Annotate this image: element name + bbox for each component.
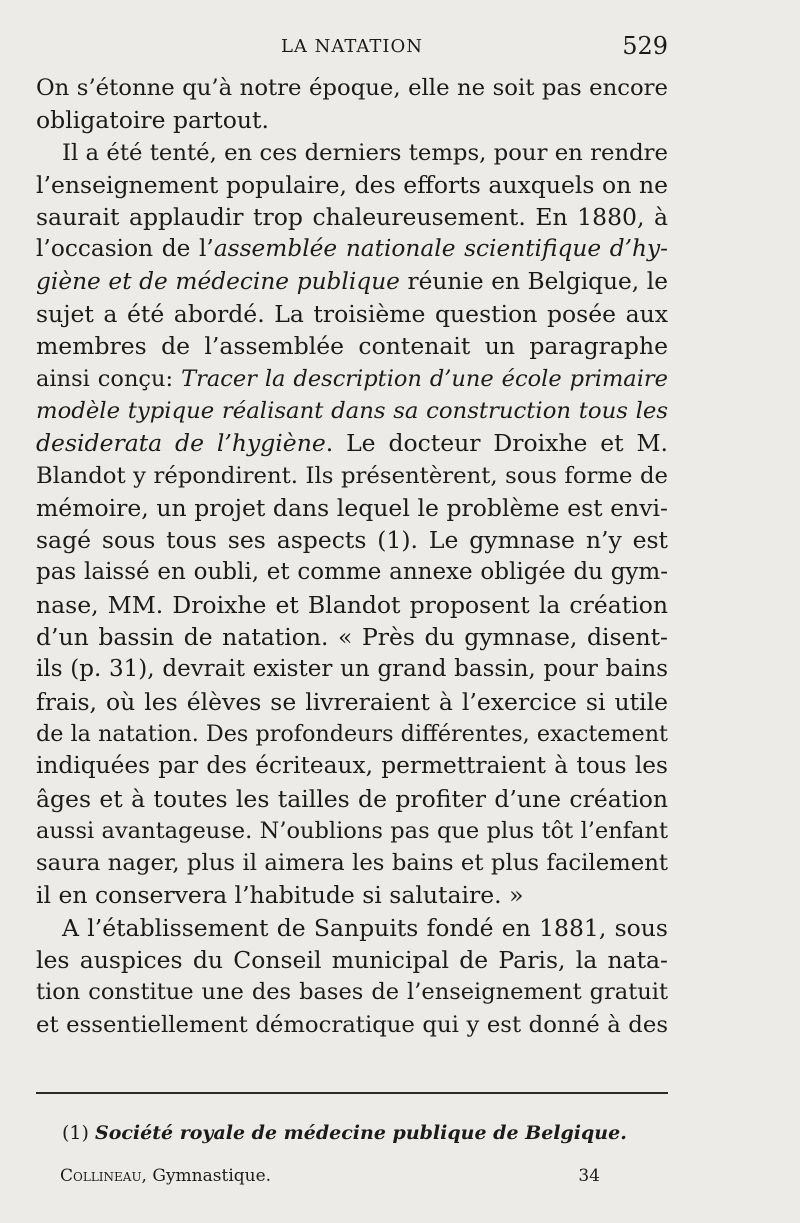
text-run: aussi avantageuse. N’oublions pas que plus tôt l’enfant: [36, 817, 668, 844]
text-run: il en conservera l’habitude si salutaire. »: [36, 881, 524, 910]
footnote: [62, 1122, 627, 1144]
text-line: [36, 1009, 668, 1041]
text-line: [36, 104, 668, 136]
printer-signature: [60, 1166, 600, 1190]
text-run: les auspices du Conseil municipal de Paris, la nata-: [36, 946, 668, 975]
text-run: tion constitue une des bases de l’enseignement gratuit: [36, 979, 668, 1006]
text-run: membres de l’assemblée contenait un paragraphe: [36, 332, 668, 361]
text-line: [36, 460, 668, 492]
text-line: [36, 944, 668, 976]
italic-text: desiderata de l’hygiène: [36, 429, 326, 458]
text-run: saurait applaudir trop chaleureusement. En 1880, à: [36, 203, 668, 232]
text-run: Blandot y répondirent. Ils présentèrent, sous forme de: [36, 462, 668, 489]
text-line: [36, 266, 668, 298]
signature-work: Gymnastique.: [152, 1166, 272, 1186]
text-line: [36, 169, 668, 201]
italic-text: assemblée nationale scientifique d’hy-: [213, 235, 668, 263]
text-line: [36, 201, 668, 233]
text-run: sujet a été abordé. La troisième question posée aux: [36, 300, 668, 329]
footnote-marker: (1): [62, 1122, 89, 1144]
text-line: [36, 233, 668, 265]
text-line: [36, 912, 668, 944]
footnote-rule: [36, 1092, 668, 1094]
body-text: [36, 72, 668, 1041]
text-run: On s’étonne qu’à notre époque, elle ne soit pas encore: [36, 75, 668, 101]
text-line: [36, 783, 668, 815]
text-run: nase, MM. Droixhe et Blandot proposent la création: [36, 590, 668, 619]
text-line: [36, 653, 668, 685]
text-run: pas laissé en oubli, et comme annexe obligée du gym-: [36, 559, 668, 586]
text-line: [36, 589, 668, 621]
text-line: [36, 427, 668, 459]
text-line: [36, 879, 668, 911]
text-line: [36, 298, 668, 330]
text-run: saura nager, plus il aimera les bains et plus facilement: [36, 850, 668, 877]
text-line: [36, 621, 668, 653]
signature-sheet-number: 34: [578, 1166, 600, 1186]
text-run: mémoire, un projet dans lequel le problème est envi-: [36, 493, 668, 522]
text-line: [36, 72, 668, 104]
text-line: [36, 137, 668, 169]
text-line: [36, 492, 668, 524]
text-run: d’un bassin de natation. « Près du gymnase, disent-: [36, 623, 668, 652]
page-number: 529: [622, 32, 668, 60]
text-line: [36, 556, 668, 588]
text-run: de la natation. Des profondeurs différentes, exactement: [36, 720, 668, 747]
text-run: sagé sous tous ses aspects (1). Le gymnase n’y est: [36, 526, 668, 555]
text-run: frais, où les élèves se livreraient à l’exercice si utile: [36, 687, 668, 716]
text-line: [36, 847, 668, 879]
text-run: l’occasion de l’: [36, 235, 214, 263]
italic-text: Tracer la description d’une école primaire: [181, 365, 668, 392]
text-run: obligatoire partout.: [36, 106, 269, 135]
italic-text: giène et de médecine publique: [36, 267, 400, 295]
text-run: l’enseignement populaire, des efforts auxquels on ne: [36, 170, 668, 199]
text-run: ils (p. 31), devrait exister un grand bassin, pour bains: [36, 656, 668, 683]
text-run: Il a été tenté, en ces derniers temps, pour en rendre: [62, 139, 668, 166]
text-line: [36, 815, 668, 847]
text-line: [36, 363, 668, 395]
text-line: [36, 718, 668, 750]
page-header: [36, 30, 668, 66]
running-title: LA NATATION: [280, 36, 424, 57]
italic-text: modèle typique réalisant dans sa construction tous les: [36, 397, 668, 424]
signature-author: Collineau,: [60, 1166, 147, 1186]
text-run: réunie en Belgique, le: [399, 267, 668, 295]
text-run: . Le docteur Droixhe et M.: [325, 429, 668, 458]
text-line: [36, 395, 668, 427]
text-run: indiquées par des écriteaux, permettraient à tous les: [36, 752, 668, 780]
text-line: [36, 686, 668, 718]
text-line: [36, 976, 668, 1008]
text-line: [36, 330, 668, 362]
text-run: A l’établissement de Sanpuits fondé en 1881, sous: [62, 913, 668, 942]
footnote-text: Société royale de médecine publique de Belgique.: [94, 1122, 627, 1144]
text-line: [36, 524, 668, 556]
text-run: âges et à toutes les tailles de profiter d’une création: [36, 784, 668, 813]
text-run: ainsi conçu:: [36, 365, 182, 392]
text-line: [36, 750, 668, 782]
text-run: et essentiellement démocratique qui y est donné à des: [36, 1011, 668, 1038]
